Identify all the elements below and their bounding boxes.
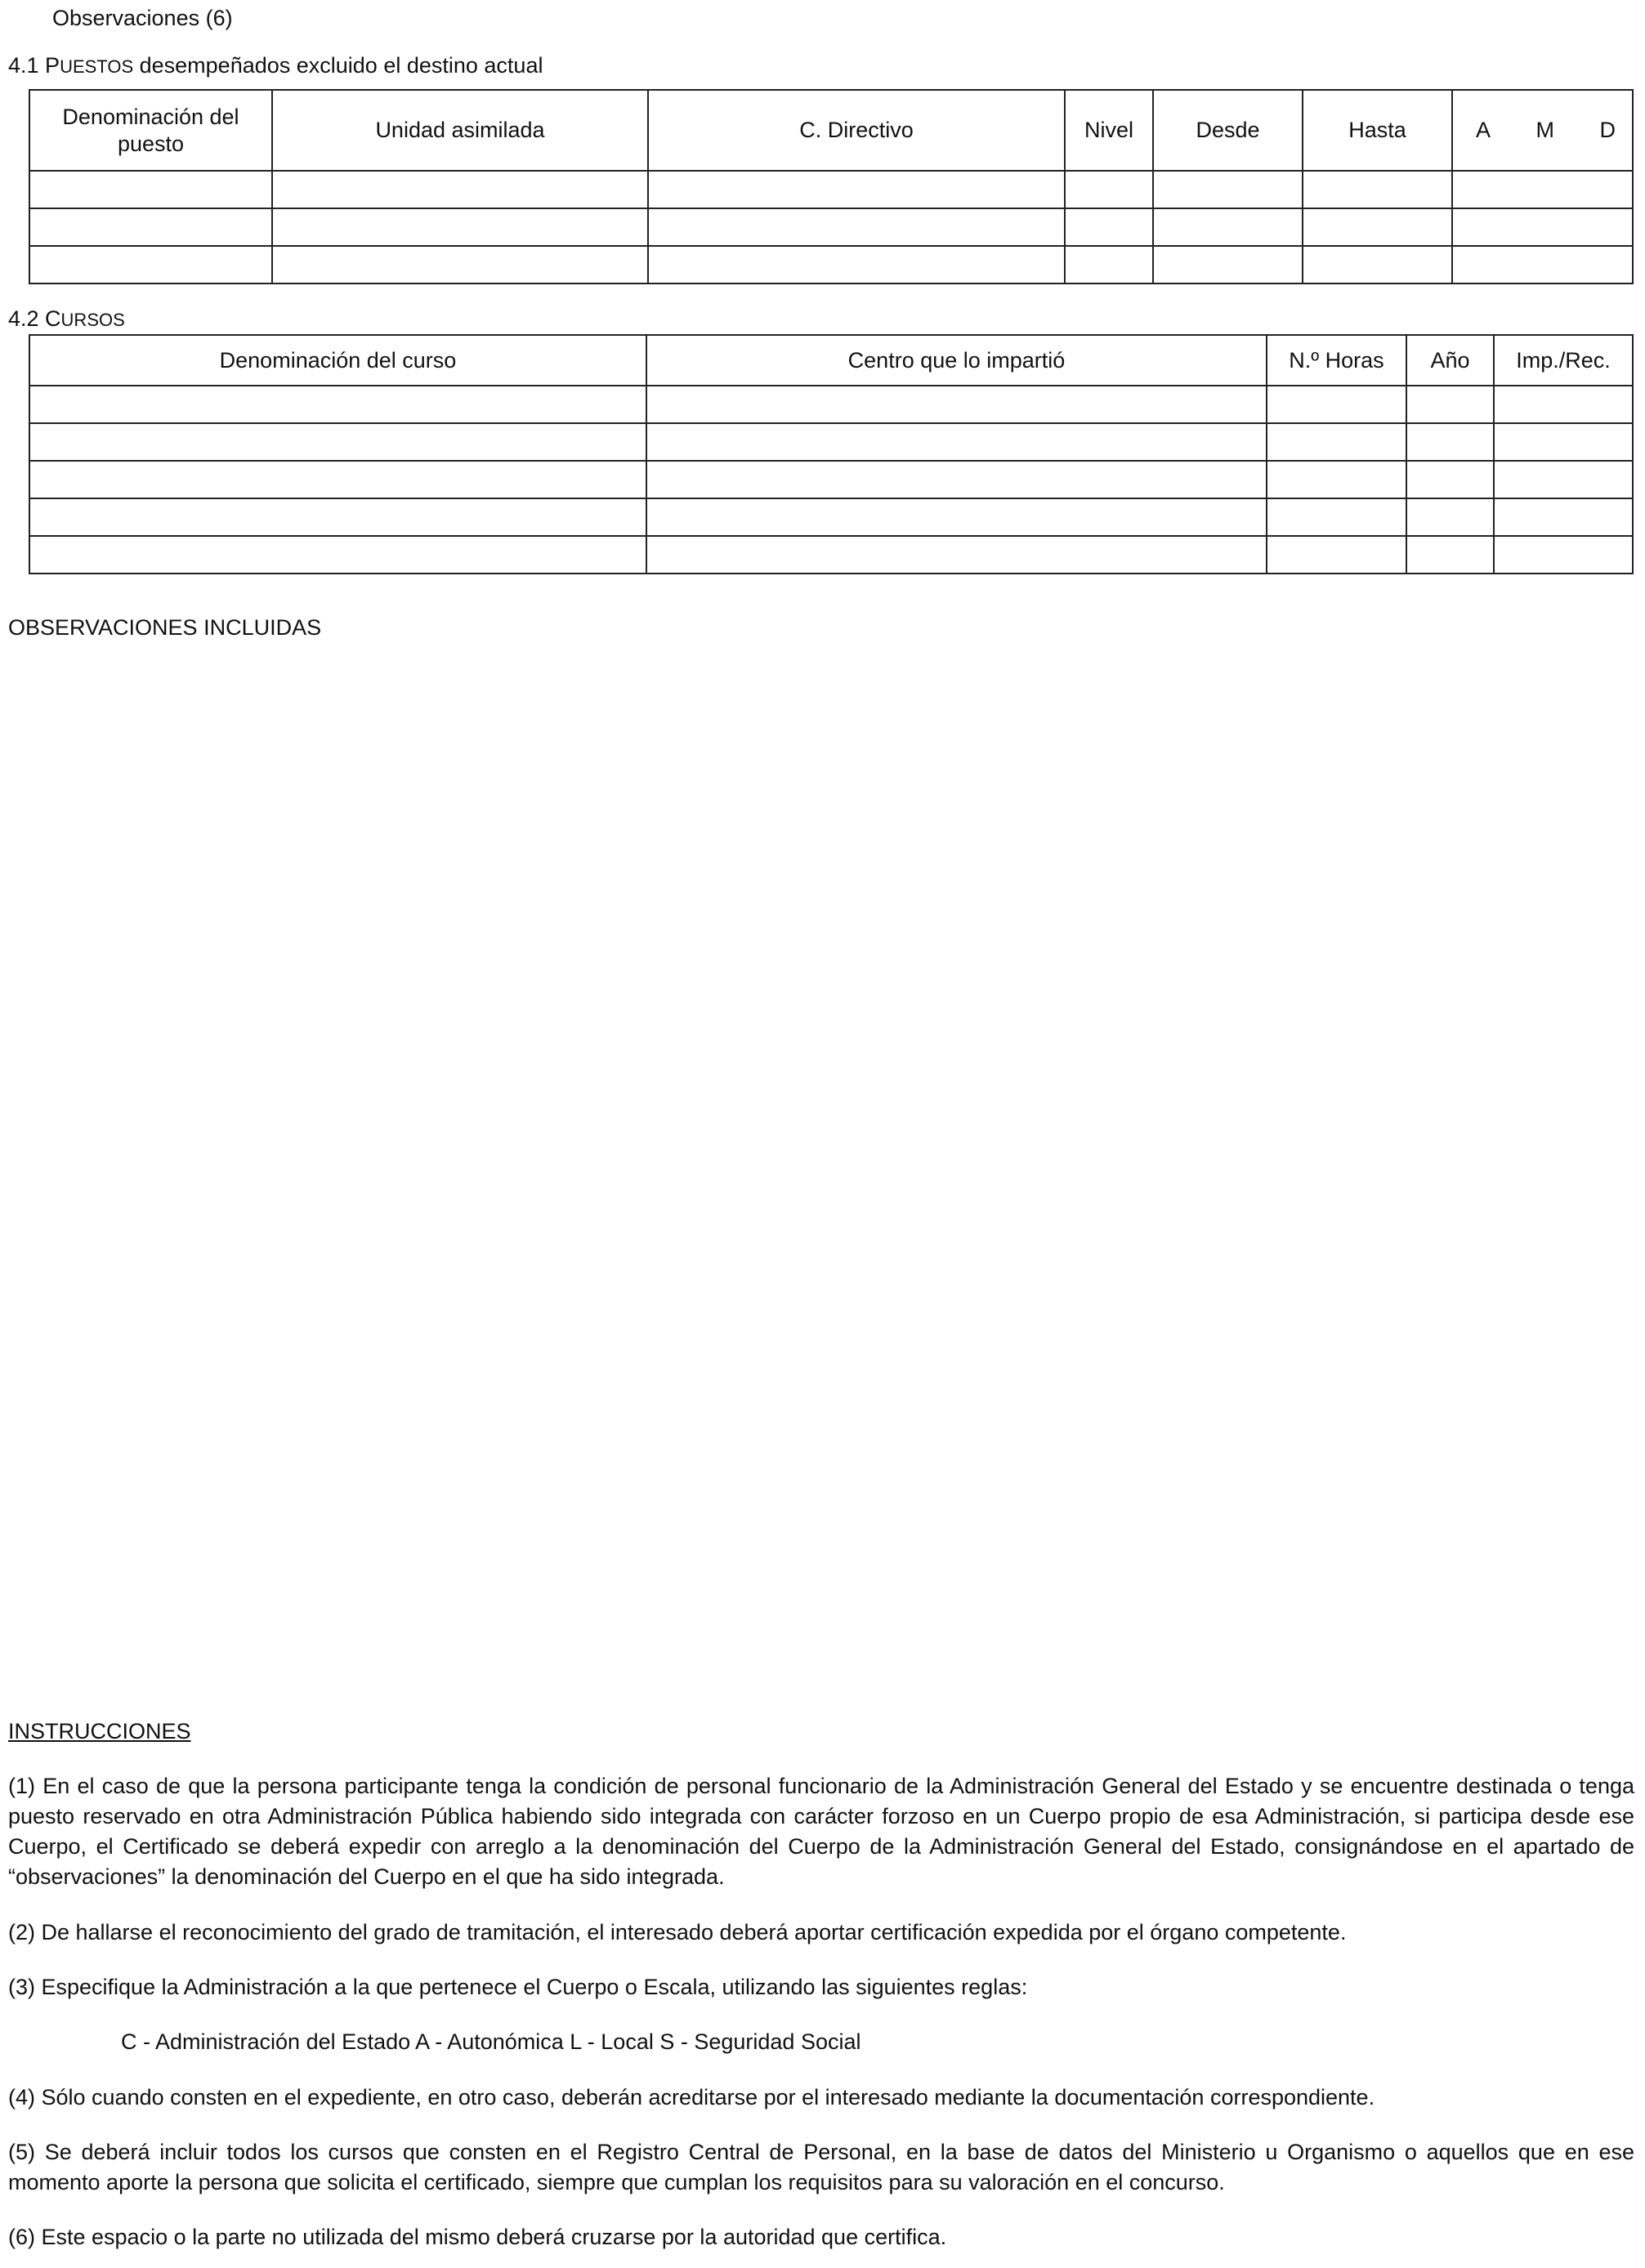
col-horas: N.º Horas	[1267, 335, 1406, 386]
col-desde: Desde	[1153, 90, 1303, 171]
table-cell[interactable]	[1267, 536, 1406, 574]
section-41-title-smallcaps: UESTOS	[60, 56, 134, 77]
instruccion-2: (2) De hallarse el reconocimiento del grado de tramitación, el interesado deberá aportar certificación expedida por el órgano competente.	[8, 1920, 1347, 1944]
col-denominacion-curso: Denominación del curso	[29, 335, 646, 386]
instruccion-6: (6) Este espacio o la parte no utilizada del mismo deberá cruzarse por la autoridad que certifica.	[8, 2225, 947, 2249]
observaciones-incluidas-label: OBSERVACIONES INCLUIDAS	[8, 615, 322, 640]
table-cell[interactable]	[1153, 246, 1303, 284]
table-cell[interactable]	[29, 423, 646, 461]
table-cell[interactable]	[29, 498, 646, 536]
section-42-heading	[8, 306, 125, 333]
instruccion-3: (3) Especifique la Administración a la que pertenece el Cuerpo o Escala, utilizando las siguientes reglas:	[8, 1975, 1028, 1999]
instrucciones-title: INSTRUCCIONES	[8, 1719, 191, 1743]
instruccion-4: (4) Sólo cuando consten en el expediente, en otro caso, deberán acreditarse por el interesado mediante la documentación correspondiente.	[8, 2085, 1375, 2110]
observaciones-header: Observaciones (6)	[52, 6, 233, 30]
col-c-directivo: C. Directivo	[648, 90, 1065, 171]
cursos-header-row	[29, 335, 1633, 386]
table-cell[interactable]	[1406, 498, 1494, 536]
col-denominacion-puesto: Denominación del puesto	[29, 90, 272, 171]
table-cell[interactable]	[646, 386, 1267, 423]
table-cell[interactable]	[29, 461, 646, 498]
table-cell[interactable]	[1406, 536, 1494, 574]
table-cell[interactable]	[1452, 246, 1633, 284]
section-41-title-rest: desempeñados excluido el destino actual	[133, 53, 543, 78]
table-cell[interactable]	[1153, 171, 1303, 208]
col-nivel: Nivel	[1065, 90, 1153, 171]
table-cell[interactable]	[29, 208, 272, 246]
col-ano: Año	[1406, 335, 1494, 386]
instruccion-1: (1) En el caso de que la persona participante tenga la condición de personal funcionario de la Administración General del Estado y se encuentre destinada o tenga puesto reservado en otra Administración Pública habiendo sido integrada con carácter forzoso en un Cuerpo propio de esa Administración, si participa desde ese Cuerpo, el Certificado se deberá expedir con arreglo a la denominación del Cuerpo de la Administración General del Estado, consignándose en el apartado de “observaciones” la denominación del Cuerpo en el que ha sido integrada.	[8, 1774, 1634, 1889]
col-hasta: Hasta	[1303, 90, 1452, 171]
table-row	[29, 386, 1633, 423]
instruccion-3-reglas: C - Administración del Estado A - Autonómica L - Local S - Seguridad Social	[121, 2029, 861, 2054]
table-cell[interactable]	[1065, 171, 1153, 208]
col-centro: Centro que lo impartió	[646, 335, 1267, 386]
instruccion-5: (5) Se deberá incluir todos los cursos que consten en el Registro Central de Personal, en la base de datos del Ministerio u Organismo o aquellos que en ese momento aporte la persona que solicita el certificado, siempre que cumplan los requisitos para su valoración en el concurso.	[8, 2140, 1634, 2194]
section-41-title-initial: P	[45, 53, 60, 78]
table-cell[interactable]	[646, 536, 1267, 574]
table-row	[29, 171, 1633, 208]
col-amd	[1452, 90, 1633, 171]
col-d: D	[1599, 118, 1616, 142]
table-cell[interactable]	[1406, 461, 1494, 498]
table-cell[interactable]	[648, 171, 1065, 208]
table-cell[interactable]	[272, 208, 648, 246]
table-cell[interactable]	[1065, 208, 1153, 246]
cursos-table	[29, 334, 1634, 574]
table-cell[interactable]	[1452, 171, 1633, 208]
table-cell[interactable]	[272, 246, 648, 284]
section-41-heading	[8, 52, 543, 80]
table-cell[interactable]	[1303, 208, 1452, 246]
table-row	[29, 498, 1633, 536]
table-cell[interactable]	[646, 461, 1267, 498]
table-cell[interactable]	[1303, 246, 1452, 284]
table-cell[interactable]	[1267, 461, 1406, 498]
puestos-table	[29, 89, 1634, 284]
table-cell[interactable]	[1494, 498, 1633, 536]
table-cell[interactable]	[1406, 386, 1494, 423]
table-cell[interactable]	[1303, 171, 1452, 208]
table-cell[interactable]	[1267, 386, 1406, 423]
table-cell[interactable]	[648, 246, 1065, 284]
table-cell[interactable]	[1452, 208, 1633, 246]
table-cell[interactable]	[29, 246, 272, 284]
table-cell[interactable]	[1494, 386, 1633, 423]
col-m: M	[1535, 118, 1554, 142]
table-row	[29, 246, 1633, 284]
table-row	[29, 536, 1633, 574]
table-cell[interactable]	[648, 208, 1065, 246]
col-a: A	[1476, 118, 1491, 142]
section-42-title-initial: C	[45, 306, 61, 331]
table-cell[interactable]	[1153, 208, 1303, 246]
puestos-header-row	[29, 90, 1633, 171]
table-cell[interactable]	[29, 386, 646, 423]
table-cell[interactable]	[272, 171, 648, 208]
table-cell[interactable]	[1494, 423, 1633, 461]
table-row	[29, 423, 1633, 461]
table-cell[interactable]	[646, 423, 1267, 461]
section-42-title-smallcaps: URSOS	[60, 310, 125, 330]
table-cell[interactable]	[29, 171, 272, 208]
table-cell[interactable]	[1406, 423, 1494, 461]
section-41-number: 4.1	[8, 53, 46, 78]
table-cell[interactable]	[1065, 246, 1153, 284]
col-imp-rec: Imp./Rec.	[1494, 335, 1633, 386]
table-cell[interactable]	[1267, 423, 1406, 461]
table-cell[interactable]	[1267, 498, 1406, 536]
table-cell[interactable]	[646, 498, 1267, 536]
section-42-number: 4.2	[8, 306, 46, 331]
col-unidad-asimilada: Unidad asimilada	[272, 90, 648, 171]
table-cell[interactable]	[29, 536, 646, 574]
table-row	[29, 461, 1633, 498]
table-row	[29, 208, 1633, 246]
table-cell[interactable]	[1494, 536, 1633, 574]
table-cell[interactable]	[1494, 461, 1633, 498]
